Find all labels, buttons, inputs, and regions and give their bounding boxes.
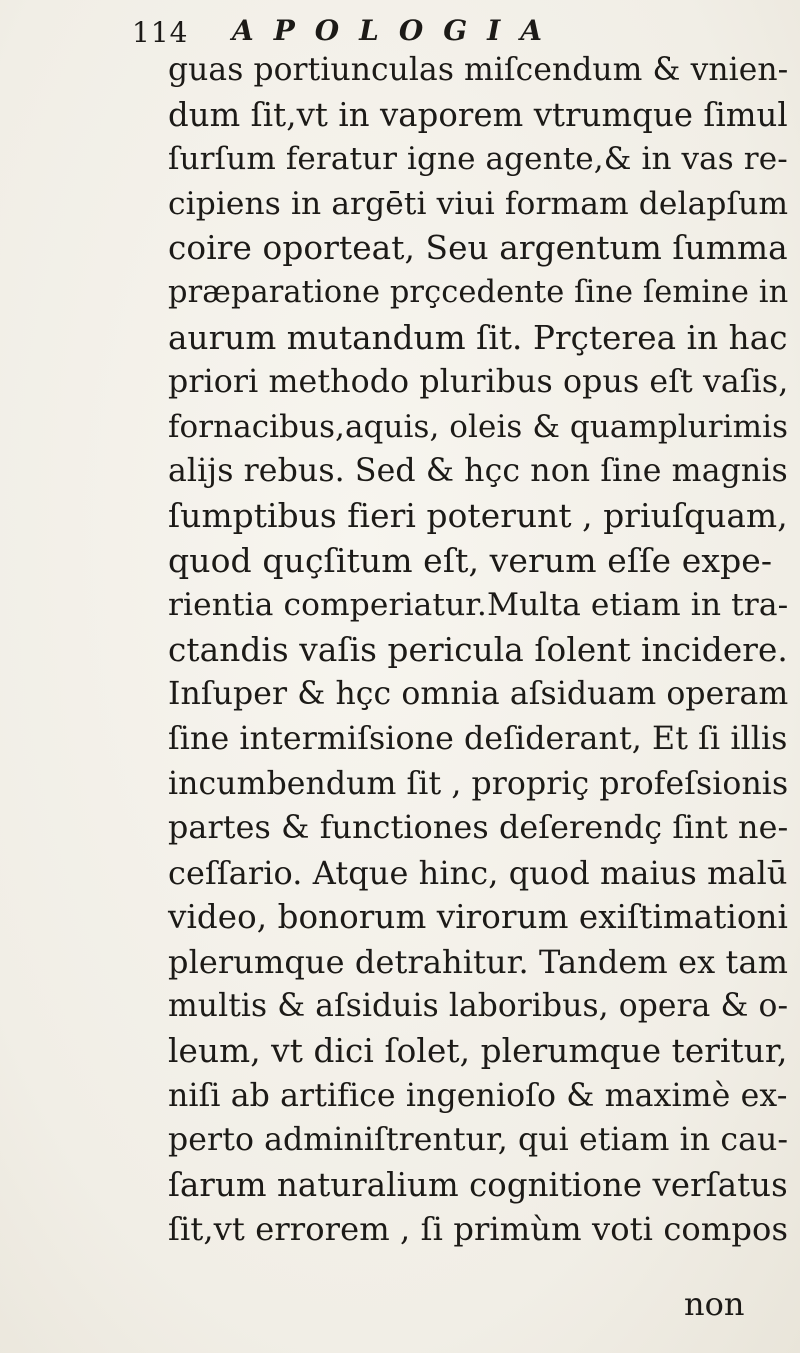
text-line: Inſuper & hçc omnia aſsiduam operam	[168, 676, 789, 713]
text-line: ſarum naturalium cognitione verſatus	[168, 1165, 788, 1204]
catchword: non	[684, 1285, 745, 1323]
text-line: partes & functiones deſerendç ſint ne-	[168, 810, 789, 847]
text-line: video, bonorum virorum exiſtimationi	[168, 898, 788, 937]
text-line: ſumptibus fieri poterunt , priuſquam,	[168, 496, 788, 535]
text-line: priori methodo pluribus opus eſt vaſis,	[168, 364, 789, 401]
text-line: niſi ab artifice ingenioſo & maximè ex-	[168, 1077, 788, 1114]
text-line: fornacibus,aquis, oleis & quamplurimis	[168, 408, 789, 445]
text-line: leum, vt dici ſolet, plerumque teritur,	[168, 1032, 788, 1071]
text-line: aurum mutandum ſit. Prçterea in hac	[168, 318, 788, 357]
text-line: alijs rebus. Sed & hçc non ſine magnis	[168, 453, 788, 490]
text-line: incumbendum ſit , propriç profeſsionis	[168, 765, 789, 802]
running-head: APOLOGIA	[232, 14, 562, 47]
text-line: cipiens in argēti viui formam delapſum	[168, 185, 789, 222]
body-text	[168, 48, 788, 1252]
text-line: ctandis vaſis pericula ſolent incidere.	[168, 630, 788, 669]
text-line: quod quçſitum eſt, verum eſſe expe-	[168, 540, 773, 580]
text-line: ceſſario. Atque hinc, quod maius malū	[168, 853, 788, 892]
page-number: 114	[132, 16, 189, 49]
text-line: dum ſit,vt in vaporem vtrumque ſimul	[168, 95, 788, 134]
text-line: rientia comperiatur.Multa etiam in tra-	[168, 587, 789, 624]
text-line: plerumque detrahitur. Tandem ex tam	[168, 942, 789, 981]
text-line: coire oporteat, Seu argentum ſumma	[168, 229, 788, 268]
page-header	[132, 6, 732, 49]
text-line: guas portiunculas miſcendum & vnien-	[168, 52, 789, 88]
text-line: ſine intermiſsione deſiderant, Et ſi illis	[168, 720, 788, 757]
text-line: præparatione prçcedente ſine ſemine in	[168, 274, 789, 310]
text-line: perto adminiſtrentur, qui etiam in cau-	[168, 1122, 789, 1159]
text-line: ſit,vt errorem , ſi primùm voti compos	[168, 1210, 789, 1249]
text-line: ſurſum feratur igne agente,& in vas re-	[168, 141, 788, 178]
text-line: multis & aſsiduis laboribus, opera & o-	[168, 988, 789, 1025]
